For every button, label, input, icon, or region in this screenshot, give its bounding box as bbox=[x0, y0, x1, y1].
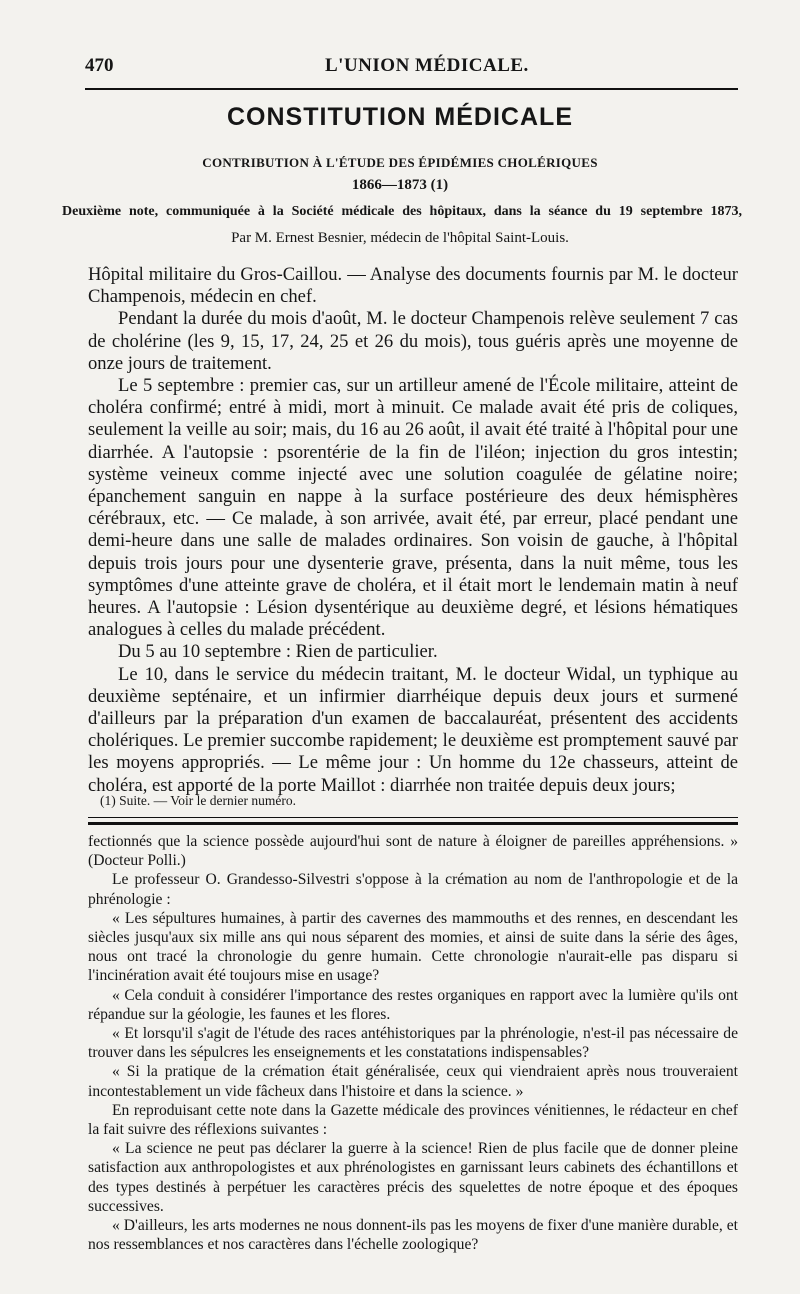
article-years: 1866—1873 (1) bbox=[351, 177, 449, 193]
feuilleton-paragraph: « Les sépultures humaines, à partir des cavernes des mammouths et des rennes, en descendant les siècles jusqu'aux six mille ans qui nous séparent des momies, et ainsi de suite dans la série des âges, nous ont tracé la chronologie du genre humain. Cette chronologie n'aurait-elle pas disparu si l'incinération avait été toujours mise en usage? bbox=[88, 909, 738, 985]
article-note: Deuxième note, communiquée à la Société médicale des hôpitaux, dans la séance du 19 septembre 1873, bbox=[62, 204, 742, 219]
feuilleton-paragraph: Le professeur O. Grandesso-Silvestri s'oppose à la crémation au nom de l'anthropologie et de la phrénologie : bbox=[88, 871, 738, 908]
feuilleton-paragraph: « La science ne peut pas déclarer la guerre à la science! Rien de plus facile que de donner pleine satisfaction aux anthropologistes et aux phrénologistes en garnissant leurs cabinets des échantillons et des types destinés à perpétuer les caractères précis des squelettes de notre époque et des époques successives. bbox=[88, 1140, 738, 1215]
feuilleton-body bbox=[88, 832, 738, 1254]
article-body bbox=[88, 264, 738, 797]
feuilleton-paragraph: « Cela conduit à considérer l'importance des restes organiques en rapport avec la lumière qu'ils ont répandue sur la géologie, les faunes et les flores. bbox=[88, 986, 738, 1023]
author-byline: Par M. Ernest Besnier, médecin de l'hôpital Saint-Louis. bbox=[231, 230, 569, 246]
header-rule bbox=[85, 88, 738, 90]
article-paragraph: Hôpital militaire du Gros-Caillou. — Analyse des documents fournis par M. le docteur Champenois, médecin en chef. bbox=[88, 264, 738, 308]
footnote: (1) Suite. — Voir le dernier numéro. bbox=[100, 793, 296, 808]
feuilleton-rule-thin bbox=[88, 817, 738, 818]
feuilleton-paragraph: « Si la pratique de la crémation était généralisée, ceux qui viendraient après nous trouveraient incontestablement un vide fâcheux dans l'histoire et dans la science. » bbox=[88, 1063, 738, 1100]
feuilleton-paragraph: « D'ailleurs, les arts modernes ne nous donnent-ils pas les moyens de fixer d'une manière durable, et nos ressemblances et nos caractères dans l'échelle zoologique? bbox=[88, 1217, 738, 1254]
feuilleton-rule-thick bbox=[88, 822, 738, 825]
article-paragraph: Du 5 au 10 septembre : Rien de particulier. bbox=[118, 641, 438, 663]
running-header bbox=[85, 55, 738, 79]
article-paragraph: Le 5 septembre : premier cas, sur un artilleur amené de l'École militaire, atteint de choléra confirmé; entré à midi, mort à minuit. Ce malade avait été pris de coliques, seulement la veille au soir; mais, du 16 au 26 août, il avait été traité à l'hôpital pour une diarrhée. A l'autopsie : psorentérie de la fin de l'iléon; injection du gros intestin; système veineux comme injecté avec une solution coagulée de gélatine noire; épanchement sanguin en nappe à la surface postérieure des deux hémisphères cérébraux, etc. — Ce malade, à son arrivée, avait été, par erreur, placé pendant une demi-heure dans une salle de malades ordinaires. Son voisin de gauche, à l'hôpital depuis trois jours pour une dysenterie grave, présenta, dans la nuit même, tous les symptômes d'une atteinte grave de choléra, et il était mort le lendemain matin à neuf heures. A l'autopsie : Lésion dysentérique au deuxième degré, et lésions hématiques analogues à celles du malade précédent. bbox=[88, 375, 738, 641]
section-title: CONSTITUTION MÉDICALE bbox=[227, 103, 573, 131]
feuilleton-paragraph: fectionnés que la science possède aujourd'hui sont de nature à éloigner de pareilles appréhensions. » (Docteur Polli.) bbox=[88, 833, 738, 870]
page-number: 470 bbox=[85, 55, 114, 76]
article-paragraph: Le 10, dans le service du médecin traitant, M. le docteur Widal, un typhique au deuxième septénaire, et un infirmier diarrhéique depuis deux jours et surmené d'ailleurs par la préparation d'un examen de baccalauréat, présentent des accidents cholériques. Le premier succombe rapidement; le deuxième est promptement sauvé par les moyens appropriés. — Le même jour : Un homme du 12e chasseurs, atteint de choléra, est apporté de la porte Maillot : diarrhée non traitée depuis deux jours; bbox=[88, 663, 738, 796]
article-paragraph: Pendant la durée du mois d'août, M. le docteur Champenois relève seulement 7 cas de cholérine (les 9, 15, 17, 24, 25 et 26 du mois), tous guéris après une moyenne de onze jours de traitement. bbox=[88, 308, 738, 374]
article-subtitle: CONTRIBUTION À L'ÉTUDE DES ÉPIDÉMIES CHOLÉRIQUES bbox=[202, 155, 598, 170]
journal-title: L'UNION MÉDICALE. bbox=[325, 55, 529, 76]
feuilleton-paragraph: « Et lorsqu'il s'agit de l'étude des races antéhistoriques par la phrénologie, n'est-il pas nécessaire de trouver dans les sépulcres les enseignements et les constatations indispensables? bbox=[88, 1025, 738, 1062]
feuilleton-paragraph: En reproduisant cette note dans la Gazette médicale des provinces vénitiennes, le rédacteur en chef la fait suivre des réflexions suivantes : bbox=[88, 1101, 738, 1139]
